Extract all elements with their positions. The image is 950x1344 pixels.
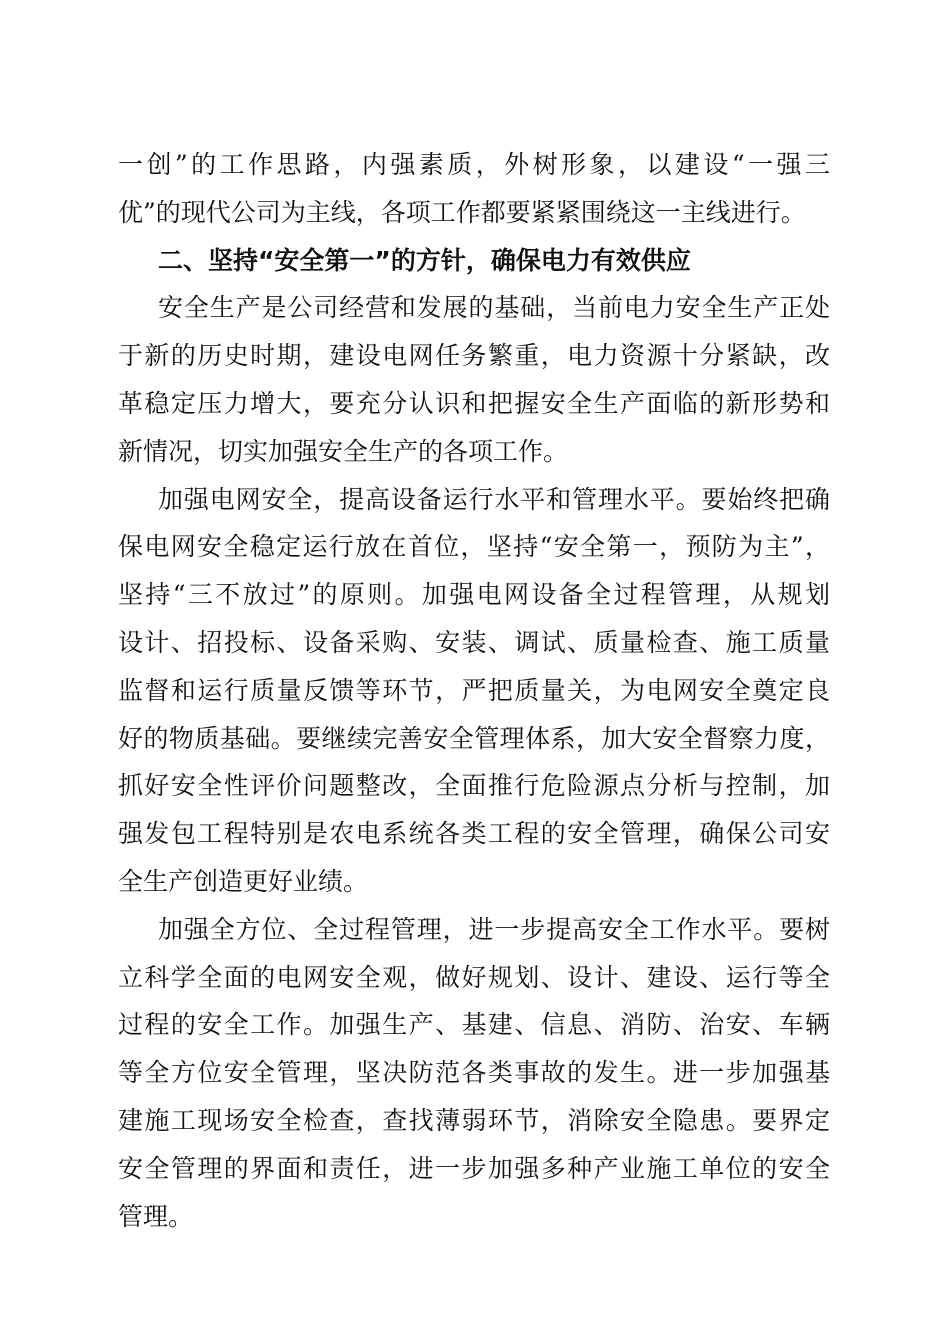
paragraph-grid-safety xyxy=(118,476,830,906)
text-line: 安全管理的界面和责任，进一步加强多种产业施工单位的安全 xyxy=(118,1153,830,1183)
text-line: 全生产创造更好业绩。 xyxy=(118,866,369,896)
section-heading xyxy=(118,237,830,285)
text-line: 坚持“三不放过”的原则。加强电网设备全过程管理，从规划 xyxy=(118,580,830,610)
paragraph-intro xyxy=(118,141,830,237)
paragraph-safety-basis xyxy=(118,284,830,475)
text-line: 加强电网安全，提高设备运行水平和管理水平。要始终把确 xyxy=(158,484,830,514)
text-line: 好的物质基础。要继续完善安全管理体系，加大安全督察力度， xyxy=(118,723,830,753)
text-line: 安全生产是公司经营和发展的基础，当前电力安全生产正处 xyxy=(158,293,830,323)
text-line: 过程的安全工作。加强生产、基建、信息、消防、治安、车辆 xyxy=(118,1010,830,1040)
text-line: 监督和运行质量反馈等环节，严把质量关，为电网安全奠定良 xyxy=(118,675,830,705)
text-line: 等全方位安全管理，坚决防范各类事故的发生。进一步加强基 xyxy=(118,1058,830,1088)
text-line: 于新的历史时期，建设电网任务繁重，电力资源十分紧缺，改 xyxy=(118,341,830,371)
text-line: 建施工现场安全检查，查找薄弱环节，消除安全隐患。要界定 xyxy=(118,1105,830,1135)
text-line: 保电网安全稳定运行放在首位，坚持“安全第一，预防为主”， xyxy=(118,532,830,562)
text-line: 强发包工程特别是农电系统各类工程的安全管理，确保公司安 xyxy=(118,819,830,849)
text-line: 新情况，切实加强安全生产的各项工作。 xyxy=(118,436,569,466)
heading-text: 二、坚持“安全第一”的方针，确保电力有效供应 xyxy=(158,245,691,275)
text-line: 管理。 xyxy=(118,1201,194,1231)
text-line: 优”的现代公司为主线，各项工作都要紧紧围绕这一主线进行。 xyxy=(118,197,806,227)
text-line: 抓好安全性评价问题整改，全面推行危险源点分析与控制，加 xyxy=(118,771,830,801)
text-line: 设计、招投标、设备采购、安装、调试、质量检查、施工质量 xyxy=(118,627,830,657)
text-line: 革稳定压力增大，要充分认识和把握安全生产面临的新形势和 xyxy=(118,388,830,418)
text-line: 立科学全面的电网安全观，做好规划、设计、建设、运行等全 xyxy=(118,962,830,992)
document-page xyxy=(118,141,830,1240)
text-line: 一创”的工作思路，内强素质，外树形象，以建设“一强三 xyxy=(118,150,830,179)
paragraph-full-process xyxy=(118,906,830,1241)
text-line: 加强全方位、全过程管理，进一步提高安全工作水平。要树 xyxy=(158,914,830,944)
